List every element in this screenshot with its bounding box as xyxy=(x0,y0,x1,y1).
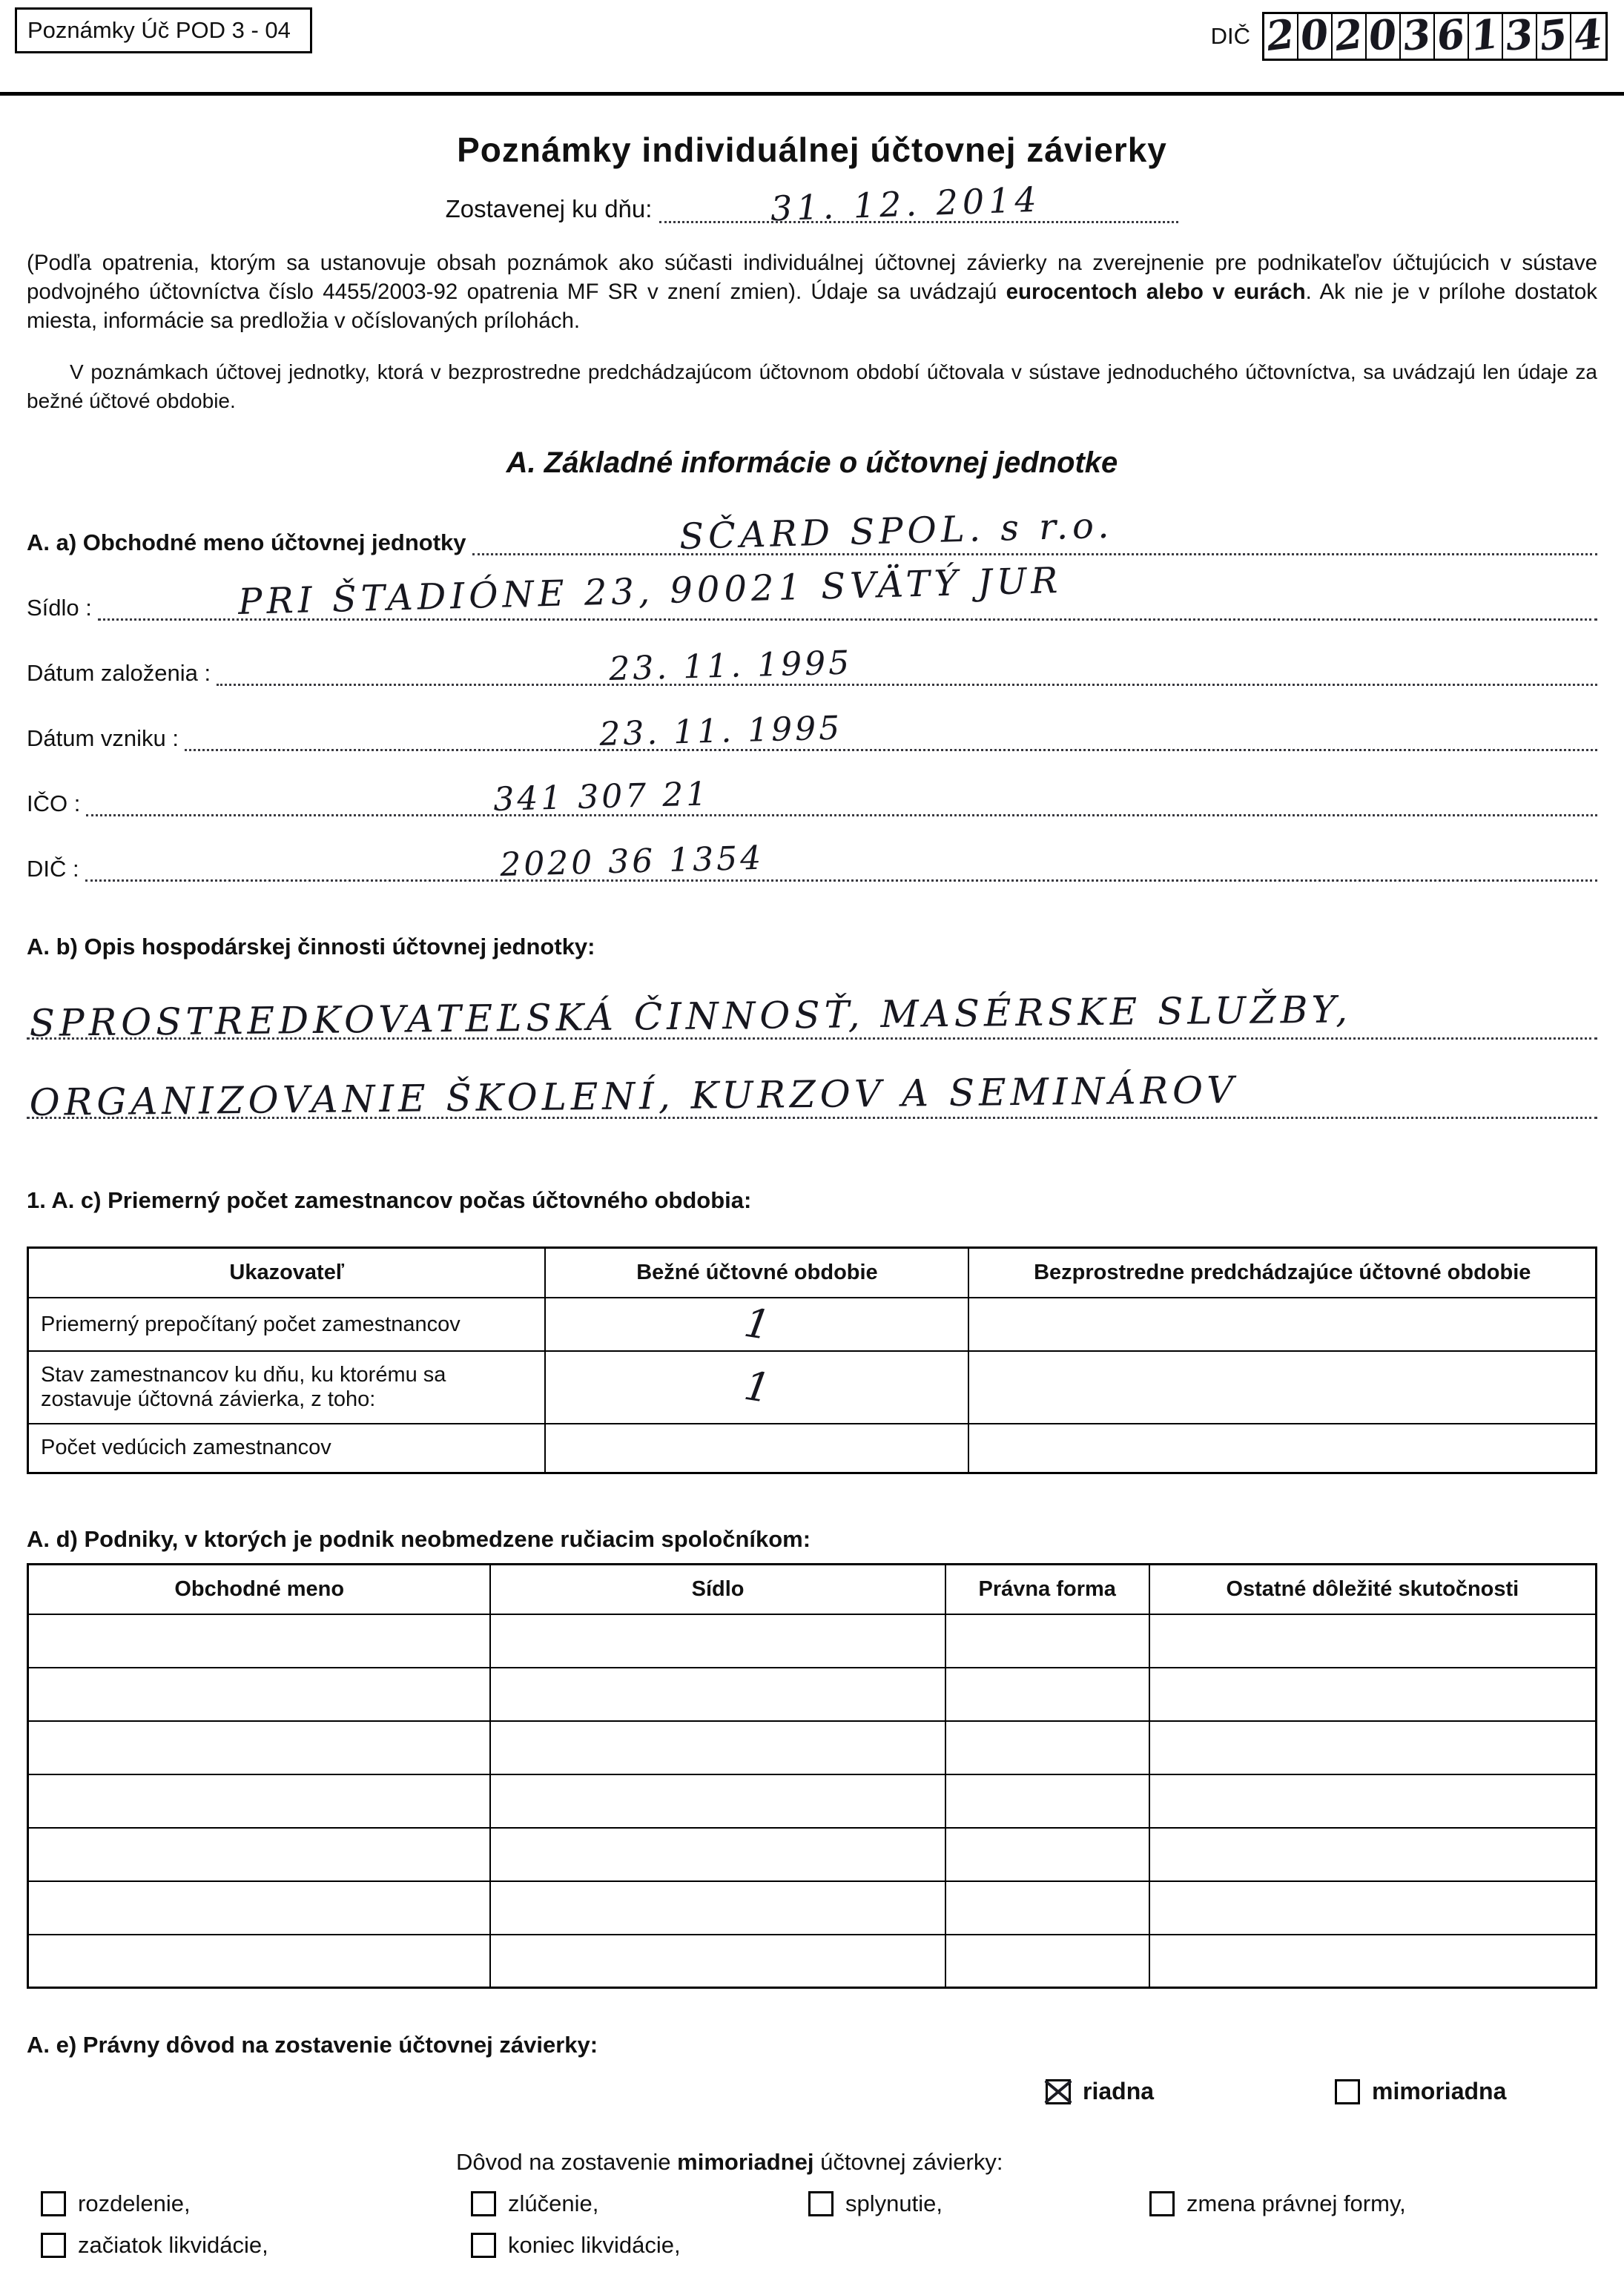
dic-digit: 6 xyxy=(1434,9,1468,61)
field-founding-date xyxy=(27,644,1597,688)
activity-line-2 xyxy=(27,1068,1597,1124)
section-ad-heading: A. d) Podniky, v ktorých je podnik neobmedzene ručiacim spoločníkom: xyxy=(27,1525,811,1552)
field-value-handwritten: SČARD SPOL. s r.o. xyxy=(679,504,1114,558)
row-label: Priemerný prepočítaný počet zamestnancov xyxy=(28,1298,546,1351)
table-row xyxy=(28,1828,1597,1881)
empty-cell xyxy=(28,1614,491,1668)
dic-digit: 0 xyxy=(1298,9,1332,61)
checkbox-rozdelenie[interactable] xyxy=(41,2191,66,2216)
checkbox-zaciatok-likvidacie[interactable] xyxy=(41,2233,66,2258)
form-code: Poznámky Úč POD 3 - 04 xyxy=(27,17,291,43)
reasons-row-2 xyxy=(0,2232,1624,2268)
empty-cell xyxy=(28,1668,491,1721)
date-label: Zostavenej ku dňu: xyxy=(445,195,653,222)
companies-table xyxy=(27,1563,1597,1989)
dic-area xyxy=(1211,7,1608,61)
checkbox-mimoriadna[interactable] xyxy=(1335,2079,1360,2104)
handwritten-value: 1 xyxy=(741,1298,773,1350)
empty-cell xyxy=(490,1721,945,1774)
column-header: Právna forma xyxy=(945,1564,1149,1614)
dic-digit: 2 xyxy=(1332,9,1366,61)
dic-digit: 4 xyxy=(1571,9,1605,61)
value-cell xyxy=(545,1298,968,1351)
legal-reason-options xyxy=(0,2078,1624,2116)
empty-cell xyxy=(490,1935,945,1988)
activity-text-handwritten: SPROSTREDKOVATEĽSKÁ ČINNOSŤ, MASÉRSKE SLUŽBY, xyxy=(29,988,1353,1045)
dotted-line xyxy=(185,709,1597,753)
column-header: Obchodné meno xyxy=(28,1564,491,1614)
empty-cell xyxy=(28,1881,491,1935)
table-header-row xyxy=(28,1248,1597,1298)
empty-cell xyxy=(945,1721,1149,1774)
dic-digit: 2 xyxy=(1264,9,1298,61)
table-row xyxy=(28,1614,1597,1668)
field-value-handwritten: PRI ŠTADIÓNE 23, 90021 SVÄTÝ JUR xyxy=(237,559,1063,623)
page-title: Poznámky individuálnej účtovnej závierky xyxy=(457,131,1167,169)
empty-cell xyxy=(28,1935,491,1988)
table-row xyxy=(28,1668,1597,1721)
field-value-handwritten: 23. 11. 1995 xyxy=(608,644,853,688)
checkbox-zmena-pravnej-formy[interactable] xyxy=(1149,2191,1175,2216)
dic-digit: 1 xyxy=(1468,9,1502,61)
dotted-line xyxy=(86,775,1597,819)
field-business-name xyxy=(27,504,1597,558)
reasons-row-1 xyxy=(0,2190,1624,2226)
column-header: Ukazovateľ xyxy=(28,1248,546,1298)
dotted-line xyxy=(98,559,1597,623)
date-field xyxy=(659,179,1178,229)
dic-digit: 3 xyxy=(1502,9,1536,61)
option-label: mimoriadna xyxy=(1372,2078,1507,2104)
date-line xyxy=(0,179,1624,229)
column-header: Sídlo xyxy=(490,1564,945,1614)
option-mimoriadna xyxy=(1335,2078,1506,2105)
employees-table xyxy=(27,1246,1597,1474)
column-header: Bežné účtovné obdobie xyxy=(545,1248,968,1298)
section-ac-heading: 1. A. c) Priemerný počet zamestnancov počas účtovného obdobia: xyxy=(27,1187,752,1213)
value-cell xyxy=(968,1351,1596,1424)
dotted-line xyxy=(472,504,1597,558)
section-a-heading: A. Základné informácie o účtovnej jednotke xyxy=(506,446,1118,479)
field-dic xyxy=(27,839,1597,884)
dic-digit: 5 xyxy=(1536,9,1571,61)
intro-text: . Ak nie je v prílohe dostatok miesta, informácie sa predložia v očíslovaných prílohách. xyxy=(27,280,1598,333)
handwritten-value: 1 xyxy=(741,1361,773,1413)
checkbox-splynutie[interactable] xyxy=(808,2191,834,2216)
checkbox-koniec-likvidacie[interactable] xyxy=(471,2233,496,2258)
value-cell xyxy=(968,1298,1596,1351)
value-cell xyxy=(545,1424,968,1473)
reason-label: splynutie, xyxy=(845,2190,943,2216)
empty-cell xyxy=(945,1614,1149,1668)
field-ico xyxy=(27,775,1597,819)
empty-cell xyxy=(945,1774,1149,1828)
empty-cell xyxy=(1149,1828,1597,1881)
sub-heading-text: Dôvod na zostavenie xyxy=(456,2149,678,2175)
dic-digit: 0 xyxy=(1366,9,1400,61)
reason-label: koniec likvidácie, xyxy=(508,2232,681,2258)
section-ab-heading: A. b) Opis hospodárskej činnosti účtovnej jednotky: xyxy=(27,934,595,960)
dic-digit-box xyxy=(1298,9,1333,61)
dic-digit: 3 xyxy=(1400,9,1434,61)
reason-rozdelenie xyxy=(41,2190,191,2217)
reason-label: zlúčenie, xyxy=(508,2190,599,2216)
empty-cell xyxy=(945,1828,1149,1881)
intro-text: (Podľa opatrenia, ktorým sa ustanovuje obsah poznámok ako súčasti individuálnej účtovnej závierky na zverejnenie pre podnikateľov účtujúcich v sústave podvojného účtovníctva číslo 4455/2003-92 opatrenia MF SR v znení zmien). Údaje sa uvádzajú xyxy=(27,251,1597,304)
table-row xyxy=(28,1351,1597,1424)
page-header xyxy=(0,0,1624,61)
reason-zlucenie xyxy=(471,2190,598,2217)
extraordinary-reason-heading xyxy=(456,2149,1597,2176)
dic-label: DIČ xyxy=(1210,23,1250,49)
row-label: Stav zamestnancov ku dňu, ku ktorému sa zostavuje účtovná závierka, z toho: xyxy=(28,1351,546,1424)
field-label: Dátum založenia : xyxy=(27,659,211,686)
value-cell xyxy=(545,1351,968,1424)
option-riadna xyxy=(1046,2078,1154,2105)
section-ae-heading: A. e) Právny dôvod na zostavenie účtovnej závierky: xyxy=(27,2032,598,2058)
dic-digit-box xyxy=(1332,9,1367,61)
field-label: DIČ : xyxy=(27,855,79,882)
empty-cell xyxy=(28,1828,491,1881)
intro-paragraph-1 xyxy=(27,248,1597,335)
reason-splynutie xyxy=(808,2190,943,2217)
column-header: Bezprostredne predchádzajúce účtovné obdobie xyxy=(968,1248,1596,1298)
row-label: Počet vedúcich zamestnancov xyxy=(28,1424,546,1473)
dic-digit-box xyxy=(1366,9,1401,61)
field-value-handwritten: 23. 11. 1995 xyxy=(598,709,843,753)
sub-heading-text: účtovnej závierky: xyxy=(813,2149,1003,2175)
dic-digit-box xyxy=(1264,9,1298,61)
table-row xyxy=(28,1881,1597,1935)
reason-zmena-pravnej-formy xyxy=(1149,2190,1406,2217)
field-value-handwritten: 2020 36 1354 xyxy=(499,839,765,884)
table-row xyxy=(28,1298,1597,1351)
reason-zaciatok-likvidacie xyxy=(41,2232,268,2259)
reason-label: začiatok likvidácie, xyxy=(78,2232,268,2258)
dotted-line xyxy=(85,839,1597,884)
table-row xyxy=(28,1935,1597,1988)
column-header: Ostatné dôležité skutočnosti xyxy=(1149,1564,1597,1614)
empty-cell xyxy=(945,1668,1149,1721)
option-label: riadna xyxy=(1083,2078,1155,2104)
dic-digit-box xyxy=(1536,9,1571,61)
date-value: 31. 12. 2014 xyxy=(770,179,1042,229)
dic-digit-box xyxy=(1502,9,1537,61)
empty-cell xyxy=(945,1881,1149,1935)
table-row xyxy=(28,1774,1597,1828)
field-label: IČO : xyxy=(27,790,81,816)
empty-cell xyxy=(1149,1668,1597,1721)
empty-cell xyxy=(1149,1721,1597,1774)
empty-cell xyxy=(490,1828,945,1881)
field-label: Dátum vzniku : xyxy=(27,724,179,751)
empty-cell xyxy=(1149,1881,1597,1935)
reason-label: rozdelenie, xyxy=(78,2190,191,2216)
value-cell xyxy=(968,1424,1596,1473)
empty-cell xyxy=(490,1881,945,1935)
reason-label: zmena právnej formy, xyxy=(1186,2190,1406,2216)
dic-digit-box xyxy=(1571,9,1605,61)
activity-line-1 xyxy=(27,988,1597,1045)
table-row xyxy=(28,1424,1597,1473)
dic-digit-boxes xyxy=(1262,9,1608,61)
dic-digit-box xyxy=(1400,9,1435,61)
reason-koniec-likvidacie xyxy=(471,2232,681,2259)
dotted-line xyxy=(217,644,1597,688)
field-label: Sídlo : xyxy=(27,594,92,621)
empty-cell xyxy=(1149,1935,1597,1988)
sub-heading-text-bold: mimoriadnej xyxy=(677,2149,814,2175)
empty-cell xyxy=(28,1774,491,1828)
dic-digit-box xyxy=(1434,9,1469,61)
field-registered-office xyxy=(27,559,1597,623)
activity-text-handwritten: ORGANIZOVANIE ŠKOLENÍ, KURZOV A SEMINÁROV xyxy=(29,1068,1238,1124)
empty-cell xyxy=(1149,1614,1597,1668)
field-incorporation-date xyxy=(27,709,1597,753)
field-value-handwritten: 341 307 21 xyxy=(493,775,711,819)
empty-cell xyxy=(490,1614,945,1668)
empty-cell xyxy=(1149,1774,1597,1828)
field-label: A. a) Obchodné meno účtovnej jednotky xyxy=(27,529,466,555)
intro-text-bold: eurocentoch alebo v eurách xyxy=(1006,280,1306,304)
checkbox-riadna[interactable] xyxy=(1046,2079,1071,2104)
form-code-box xyxy=(15,7,312,53)
empty-cell xyxy=(945,1935,1149,1988)
empty-cell xyxy=(28,1721,491,1774)
table-header-row xyxy=(28,1564,1597,1614)
dic-digit-box xyxy=(1468,9,1503,61)
checkbox-zlucenie[interactable] xyxy=(471,2191,496,2216)
intro-paragraph-2: V poznámkach účtovej jednotky, ktorá v bezprostredne predchádzajúcom účtovnom období účtovala v sústave jednoduchého účtovníctva, sa uvádzajú len údaje za bežné účtové obdobie. xyxy=(27,360,1597,412)
table-row xyxy=(28,1721,1597,1774)
header-divider xyxy=(0,92,1624,96)
empty-cell xyxy=(490,1668,945,1721)
empty-cell xyxy=(490,1774,945,1828)
